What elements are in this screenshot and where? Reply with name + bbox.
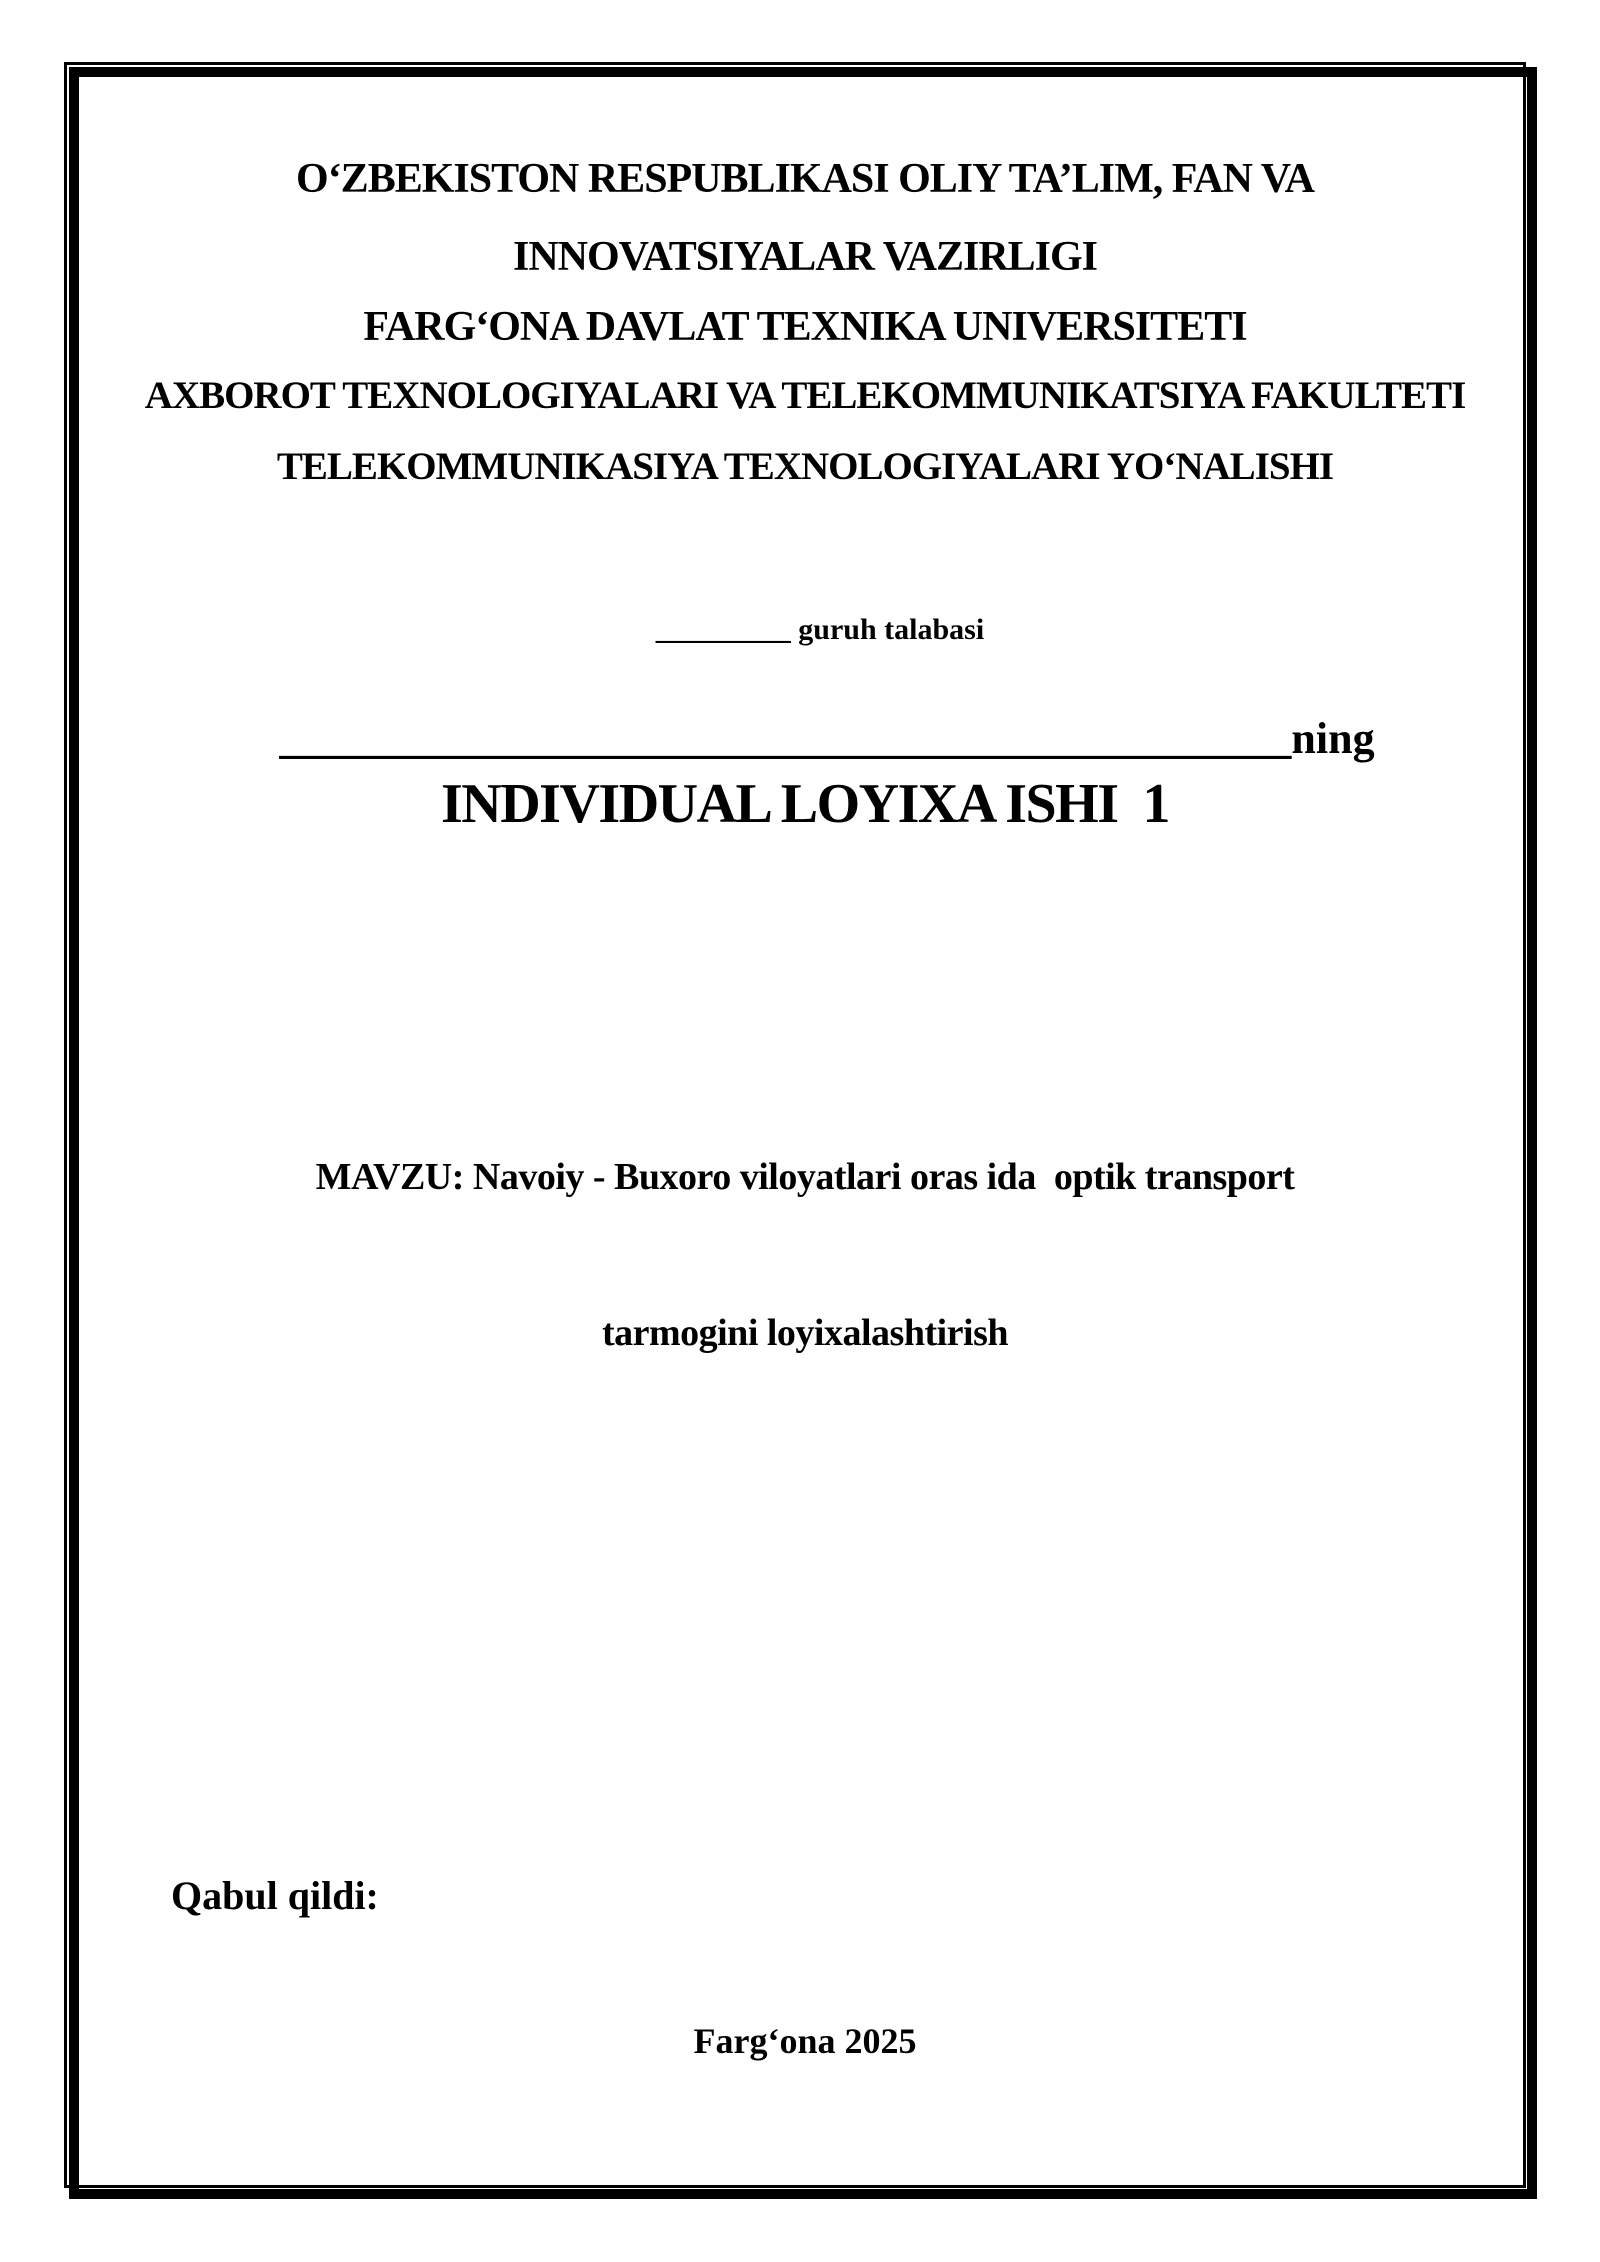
group-label: guruh talabasi — [790, 613, 985, 646]
topic-block — [90, 1047, 1520, 1463]
group-blank-underscores: _________ — [655, 613, 791, 646]
footer-city-year: Farg‘ona 2025 — [693, 2021, 917, 2061]
header-line-faculty: AXBOROT TEXNOLOGIYALARI VA TELEKOMMUNIKATSIYA FAKULTETI — [144, 374, 1466, 417]
header-line-ministry-2: INNOVATSIYALAR VAZIRLIGI — [512, 234, 1098, 280]
header-line-direction: TELEKOMMUNIKASIYA TEXNOLOGIYALARI YO‘NALISHI — [276, 445, 1334, 488]
header-line-ministry-1: O‘ZBEKISTON RESPUBLIKASI OLIY TA’LIM, FAN VA — [296, 156, 1314, 202]
name-blank-underscores: ______________________________________________ — [279, 714, 1292, 763]
student-group-line — [90, 585, 1520, 675]
header-line-university: FARG‘ONA DAVLAT TEXNIKA UNIVERSITETI — [363, 304, 1247, 350]
accepted-by-label: Qabul qildi: — [171, 1873, 379, 1918]
topic-line-2: tarmogini loyixalashtirish — [601, 1312, 1009, 1354]
work-title: INDIVIDUAL LOYIXA ISHI 1 — [440, 773, 1169, 835]
name-suffix: ning — [1291, 714, 1375, 763]
topic-line-1: MAVZU: Navoiy - Buxoro viloyatlari oras ida optik transport — [315, 1156, 1295, 1198]
